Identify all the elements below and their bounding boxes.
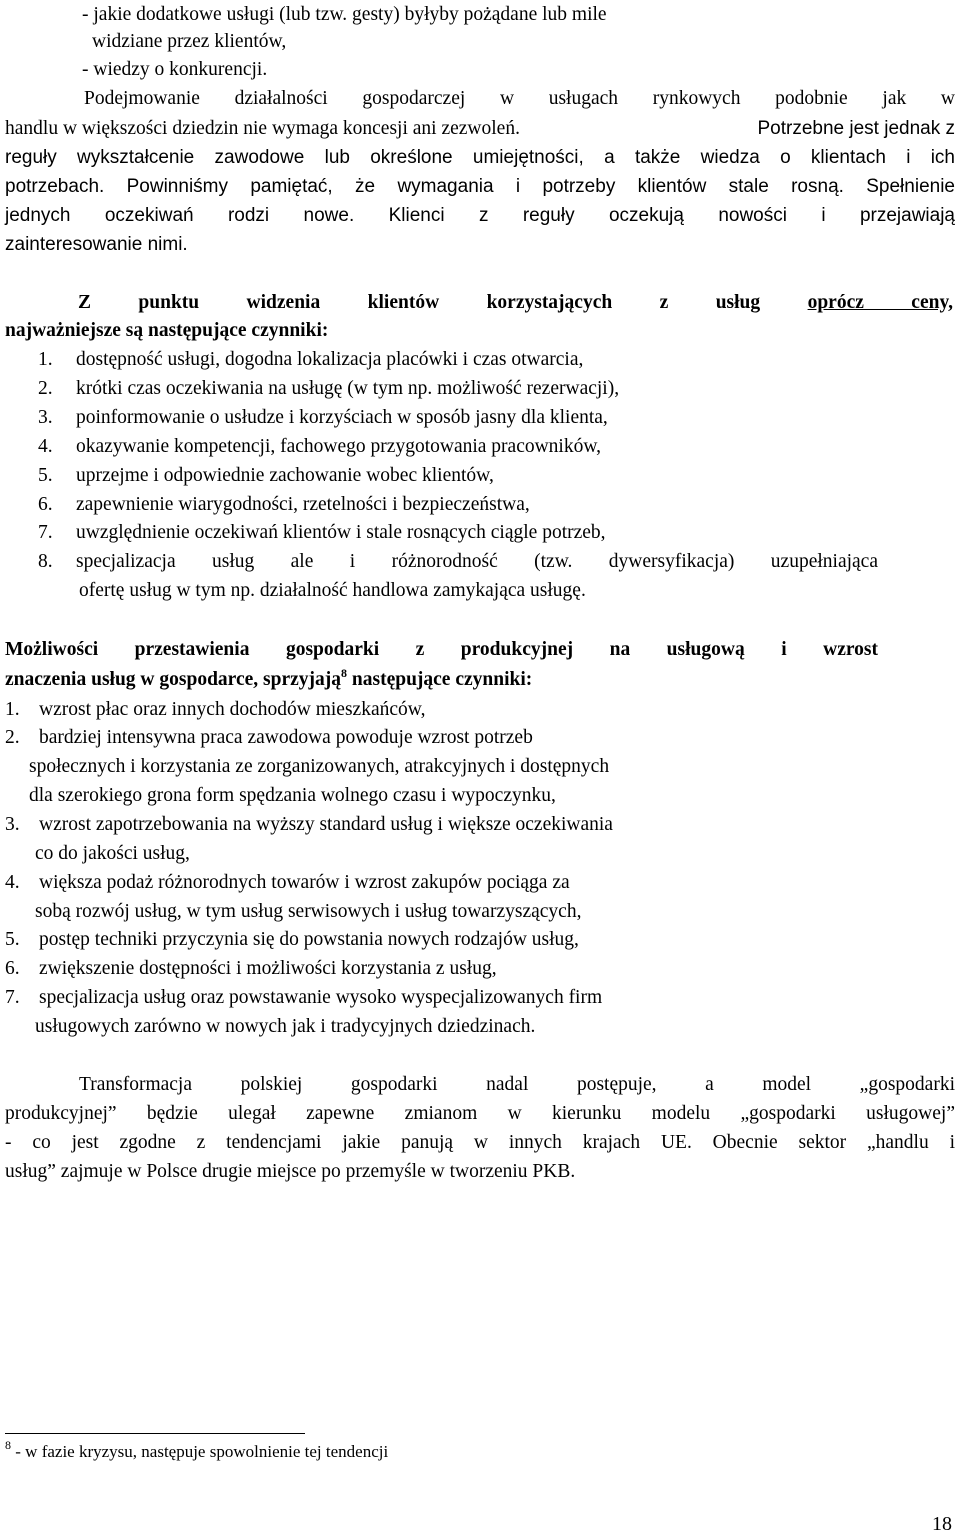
list-number: 1.	[38, 349, 53, 370]
list-item-text: zapewnienie wiarygodności, rzetelności i bezpieczeństwa,	[76, 494, 530, 515]
list-number: 7.	[5, 987, 20, 1008]
paragraph-line-1: Podejmowanie działalności gospodarczej w usługach rynkowych podobnie jak w	[84, 88, 955, 109]
list-number: 5.	[38, 465, 53, 486]
list-item-text: uprzejme i odpowiednie zachowanie wobec klientów,	[76, 465, 494, 486]
section1-item-1	[38, 345, 938, 374]
section2-heading-tail: następujące czynniki:	[347, 669, 533, 690]
section2-line-4	[29, 781, 960, 810]
list-number: 6.	[38, 494, 53, 515]
closing-line-3: - co jest zgodne z tendencjami jakie panują w innych krajach UE. Obecnie sektor „handlu i	[5, 1132, 955, 1153]
list-number: 4.	[38, 436, 53, 457]
list-item-text: specjalizacja usług ale i różnorodność (tzw. dywersyfikacja) uzupełniająca	[76, 551, 878, 572]
section1-heading-line-2: najważniejsze są następujące czynniki:	[5, 320, 329, 341]
intro-line-1: - jakie dodatkowe usługi (lub tzw. gesty) byłyby pożądane lub mile	[82, 4, 607, 25]
list-number: 2.	[5, 727, 20, 748]
section1-item-7	[38, 518, 938, 547]
list-number: 1.	[5, 699, 20, 720]
section1-item-3	[38, 403, 938, 432]
section2-line-12	[35, 1012, 960, 1041]
list-number: 5.	[5, 929, 20, 950]
section2-line-3	[29, 752, 960, 781]
list-item-text: wzrost płac oraz innych dochodów mieszkańców,	[39, 699, 426, 720]
list-item-text: specjalizacja usług oraz powstawanie wysoko wyspecjalizowanych firm	[39, 987, 603, 1008]
list-number: 8.	[38, 551, 53, 572]
section2-line-6	[35, 839, 960, 868]
list-number: 7.	[38, 522, 53, 543]
section1-item-5	[38, 461, 938, 490]
paragraph-line-4: potrzebach. Powinniśmy pamiętać, że wymagania i potrzeby klientów stale rosną. Spełnienie	[5, 176, 955, 197]
list-item-text: bardziej intensywna praca zawodowa powoduje wzrost potrzeb	[39, 727, 533, 748]
list-item-text: usługowych zarówno w nowych jak i tradycyjnych dziedzinach.	[35, 1016, 536, 1037]
paragraph-line-2a: handlu w większości dziedzin nie wymaga koncesji ani zezwoleń.	[5, 118, 520, 139]
list-item-text: społecznych i korzystania ze zorganizowanych, atrakcyjnych i dostępnych	[29, 756, 610, 777]
paragraph-line-2b: Potrzebne jest jednak z	[757, 118, 955, 139]
paragraph-line-3: reguły wykształcenie zawodowe lub określone umiejętności, a także wiedza o klientach i ich	[5, 147, 955, 168]
paragraph-line-6: zainteresowanie nimi.	[5, 234, 188, 255]
list-number: 4.	[5, 872, 20, 893]
list-item-text: sobą rozwój usług, w tym usług serwisowych i usług towarzyszących,	[35, 901, 582, 922]
section2-line-5	[5, 810, 955, 839]
section2-line-2	[5, 723, 955, 752]
section2-line-7	[5, 868, 955, 897]
section1-heading-line-1	[78, 288, 953, 317]
list-item-text: dostępność usługi, dogodna lokalizacja placówki i czas otwarcia,	[76, 349, 584, 370]
list-item-text: wzrost zapotrzebowania na wyższy standard usług i większe oczekiwania	[39, 814, 613, 835]
section2-heading-line-2	[5, 665, 955, 694]
footnote-text: - w fazie kryzysu, następuje spowolnienie tej tendencji	[11, 1442, 389, 1461]
section1-item-2	[38, 374, 938, 403]
list-item-text: krótki czas oczekiwania na usługę (w tym np. możliwość rezerwacji),	[76, 378, 620, 399]
section1-heading-text: Z punktu widzenia klientów korzystających z usług	[78, 292, 761, 313]
footnote	[5, 1440, 388, 1464]
footnote-separator	[5, 1433, 305, 1434]
section2-line-10	[5, 954, 955, 983]
section1-item-6	[38, 490, 938, 519]
paragraph-line-2	[5, 114, 955, 143]
list-item-text: postęp techniki przyczynia się do powstania nowych rodzajów usług,	[39, 929, 579, 950]
footnote-reference: 8	[341, 666, 348, 680]
footnote-mark: 8	[5, 1438, 11, 1452]
closing-line-1: Transformacja polskiej gospodarki nadal postępuje, a model „gospodarki	[79, 1074, 955, 1095]
list-number: 3.	[5, 814, 20, 835]
section1-item-8	[38, 547, 878, 576]
list-number: 6.	[5, 958, 20, 979]
section2-heading-line-1: Możliwości przestawienia gospodarki z produkcyjnej na usługową i wzrost	[5, 639, 878, 660]
list-item-text: okazywanie kompetencji, fachowego przygotowania pracowników,	[76, 436, 602, 457]
list-item-text: zwiększenie dostępności i możliwości korzystania z usług,	[39, 958, 497, 979]
closing-line-2: produkcyjnej” będzie ulegał zapewne zmianom w kierunku modelu „gospodarki usługowej”	[5, 1103, 955, 1124]
list-item-text: dla szerokiego grona form spędzania wolnego czasu i wypoczynku,	[29, 785, 556, 806]
section1-item-8-continuation: ofertę usług w tym np. działalność handlowa zamykająca usługę.	[79, 580, 586, 601]
list-item-text: poinformowanie o usłudze i korzyściach w sposób jasny dla klienta,	[76, 407, 608, 428]
list-item-text: co do jakości usług,	[35, 843, 190, 864]
list-number: 3.	[38, 407, 53, 428]
closing-line-4: usług” zajmuje w Polsce drugie miejsce po przemyśle w tworzeniu PKB.	[5, 1161, 576, 1182]
section1-heading-underlined: oprócz ceny,	[807, 292, 954, 313]
list-item-text: większa podaż różnorodnych towarów i wzrost zakupów pociąga za	[39, 872, 570, 893]
intro-line-3: - wiedzy o konkurencji.	[82, 59, 268, 80]
paragraph-line-5: jednych oczekiwań rodzi nowe. Klienci z reguły oczekują nowości i przejawiają	[5, 205, 955, 226]
section2-line-1	[5, 695, 955, 724]
intro-line-2: widziane przez klientów,	[92, 31, 287, 52]
section2-heading-text: znaczenia usług w gospodarce, sprzyjają	[5, 669, 342, 690]
list-number: 2.	[38, 378, 53, 399]
list-item-text: uwzględnienie oczekiwań klientów i stale rosnących ciągle potrzeb,	[76, 522, 606, 543]
section2-line-9	[5, 925, 955, 954]
section2-line-8	[35, 897, 960, 926]
page-number: 18	[932, 1513, 952, 1535]
section2-line-11	[5, 983, 955, 1012]
section1-item-4	[38, 432, 938, 461]
